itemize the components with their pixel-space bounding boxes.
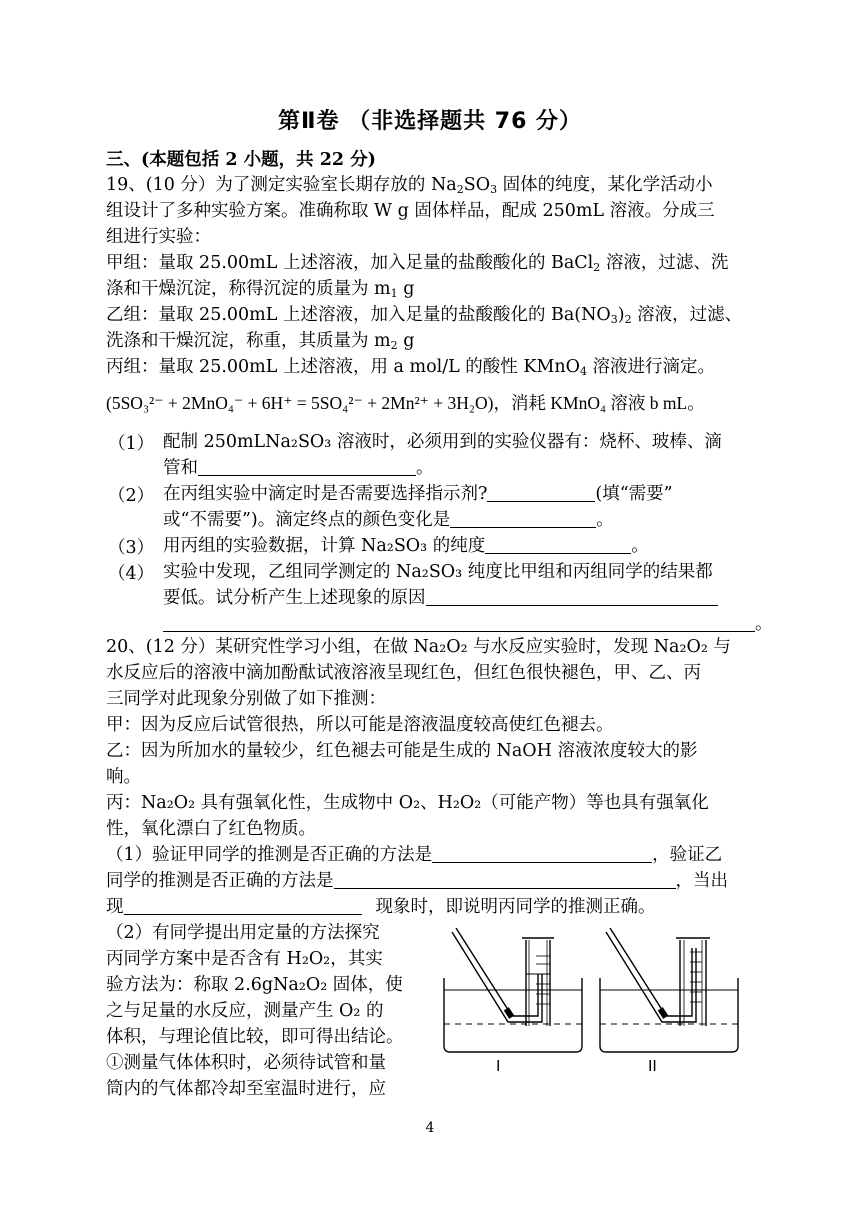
sub-question-1-line-2: 管和 。 — [163, 458, 434, 478]
q20-line-8: 性，氧化漂白了红色物质。 — [106, 819, 316, 839]
titration-equation: (5SO₃²⁻ + 2MnO₄⁻ + 6H⁺ = 5SO₄²⁻ + 2Mn²⁺ + 3H₂O)，消耗 KMnO₄ 溶液 b mL。 — [106, 393, 705, 413]
sub-question-1-number: （1） — [108, 434, 155, 454]
q20-part2-line-2: 丙同学方案中是否含有 H₂O₂，其实 — [106, 949, 383, 969]
section-heading: 三、(本题包括 2 小题，共 22 分) — [106, 150, 376, 170]
sub-question-3-number: （3） — [108, 538, 155, 558]
q20-part1-line-2: 同学的推测是否正确的方法是 ，当出 — [106, 871, 728, 891]
figure-label-2: II — [648, 1057, 657, 1075]
q19-group-yi-line-2: 洗涤和干燥沉淀，称重，其质量为 $m_2$ g — [106, 331, 415, 352]
q20-line-4: 甲：因为反应后试管很热，所以可能是溶液温度较高使红色褪去。 — [106, 715, 614, 735]
q19-group-yi-line-1: 乙组：量取 25.00mL 上述溶液，加入足量的盐酸酸化的 $Ba(NO_3)_2$ 溶液，过滤、 — [106, 305, 743, 326]
q20-line-2: 水反应后的溶液中滴加酚酞试液溶液呈现红色，但红色很快褪色，甲、乙、丙 — [106, 663, 701, 683]
sub-question-2-line-1: 在丙组实验中滴定时是否需要选择指示剂? (填“需要” — [163, 484, 673, 504]
q20-part2-line-5: 体积，与理论值比较，即可得出结论。 — [106, 1027, 404, 1047]
q19-group-jia-line-1: 甲组：量取 25.00mL 上述溶液，加入足量的盐酸酸化的 BaCl$_2$ 溶液，过滤、洗 — [106, 253, 729, 274]
q20-part1-line-3: 现 现象时，即说明丙同学的推测正确。 — [106, 897, 656, 917]
sub-question-4-line-1: 实验中发现，乙组同学测定的 Na₂SO₃ 纯度比甲组和丙组同学的结果都 — [163, 562, 713, 582]
answer-blank[interactable] — [124, 896, 362, 915]
q19-group-bing-line: 丙组：量取 25.00mL 上述溶液，用 a mol/L 的酸性 KMnO$_4$ 溶液进行滴定。 — [106, 357, 716, 378]
q19-intro-line-3: 组进行实验： — [106, 227, 211, 247]
sub-question-4-line-3: 。 — [163, 612, 773, 636]
q20-line-5: 乙：因为所加水的量较少，红色褪去可能是生成的 NaOH 溶液浓度较大的影 — [106, 741, 698, 761]
q20-line-7: 丙：Na₂O₂ 具有强氧化性，生成物中 O₂、H₂O₂（可能产物）等也具有强氧化 — [106, 793, 709, 813]
sub-question-2-number: （2） — [108, 486, 155, 506]
q20-part2-line-6: ①测量气体体积时，必须待试管和量 — [106, 1053, 386, 1073]
sub-question-4-number: （4） — [108, 564, 155, 584]
sub-question-2-line-2: 或“不需要”)。滴定终点的颜色变化是 。 — [163, 510, 614, 530]
answer-blank[interactable] — [163, 613, 755, 632]
page-title: 第Ⅱ卷 （非选择题共 76 分） — [277, 109, 583, 134]
answer-blank[interactable] — [426, 587, 718, 606]
q20-part2-line-4: 之与足量的水反应，测量产生 O₂ 的 — [106, 1001, 384, 1021]
sub-question-4-line-2: 要低。试分析产生上述现象的原因 — [163, 586, 773, 610]
answer-blank[interactable] — [487, 483, 595, 502]
figure-label-1: I — [496, 1057, 501, 1075]
page-number: 4 — [425, 1120, 435, 1136]
q20-part2-line-3: 验方法为：称取 2.6gNa₂O₂ 固体，使 — [106, 975, 403, 995]
q20-part1-line-1: （1）验证甲同学的推测是否正确的方法是 ，验证乙 — [106, 845, 723, 865]
q20-line-6: 响。 — [106, 767, 141, 787]
answer-blank[interactable] — [432, 844, 652, 863]
answer-blank[interactable] — [485, 535, 631, 554]
q19-group-jia-line-2: 涤和干燥沉淀，称得沉淀的质量为 $m_1$ g — [106, 279, 415, 300]
answer-blank[interactable] — [450, 509, 596, 528]
sub-question-1-line-1: 配制 250mLNa₂SO₃ 溶液时，必须用到的实验仪器有：烧杯、玻棒、滴 — [163, 432, 722, 452]
q19-intro-line-1: 19、(10 分）为了测定实验室长期存放的 $Na_2SO_3$ 固体的纯度，某化学活动小 — [106, 175, 713, 196]
q20-part2-line-1: （2）有同学提出用定量的方法探究 — [106, 923, 380, 943]
q20-line-3: 三同学对此现象分别做了如下推测： — [106, 689, 386, 709]
answer-blank[interactable] — [334, 870, 676, 889]
q20-line-1: 20、(12 分）某研究性学习小组，在做 Na₂O₂ 与水反应实验时，发现 Na₂O₂ 与 — [106, 637, 731, 657]
sub-question-3-line-1: 用丙组的实验数据，计算 Na₂SO₃ 的纯度 。 — [163, 536, 649, 556]
answer-blank[interactable] — [198, 457, 416, 476]
q20-part2-line-7: 筒内的气体都冷却至室温时进行，应 — [106, 1079, 386, 1099]
q19-intro-line-2: 组设计了多种实验方案。准确称取 W g 固体样品，配成 250mL 溶液。分成三 — [106, 201, 715, 221]
